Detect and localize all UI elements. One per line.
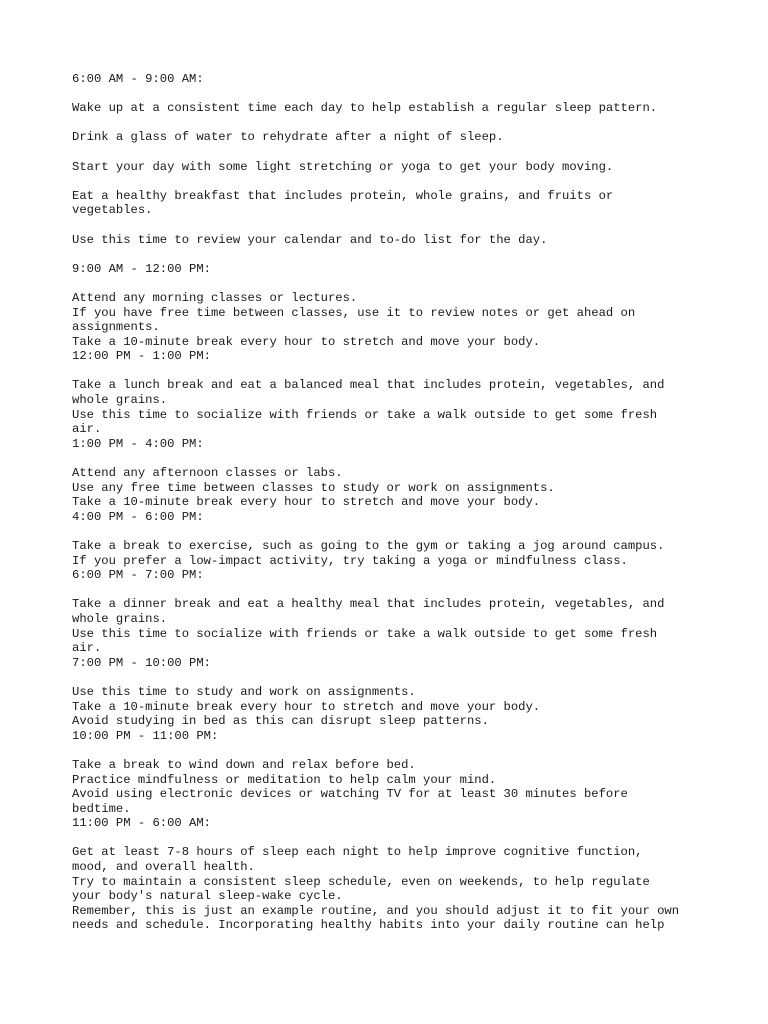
text-line: Avoid studying in bed as this can disrupt sleep patterns. — [72, 714, 489, 729]
text-line: whole grains. — [72, 611, 168, 626]
document-page — [72, 72, 752, 933]
text-line: If you have free time between classes, use it to review notes or get ahead on — [72, 305, 636, 320]
time-block-heading: 6:00 AM - 9:00 AM: — [72, 72, 204, 86]
text-line: Take a break to wind down and relax before bed. — [72, 757, 416, 772]
text-line: Attend any afternoon classes or labs. — [72, 466, 343, 481]
time-block-heading: 9:00 AM - 12:00 PM: — [72, 261, 211, 276]
time-block-heading: 10:00 PM - 11:00 PM: — [72, 728, 219, 743]
text-line: Eat a healthy breakfast that includes protein, whole grains, and fruits or — [72, 188, 614, 203]
text-line: Take a 10-minute break every hour to stretch and move your body. — [72, 699, 541, 714]
blank-line — [72, 116, 752, 131]
blank-line — [72, 276, 752, 291]
blank-line — [72, 524, 752, 539]
time-block-heading: 4:00 PM - 6:00 PM: — [72, 509, 204, 524]
text-line: mood, and overall health. — [72, 860, 255, 875]
text-line: Use this time to socialize with friends or take a walk outside to get some fresh — [72, 626, 658, 641]
text-line: Start your day with some light stretching or yoga to get your body moving. — [72, 159, 614, 174]
time-block-heading: 12:00 PM - 1:00 PM: — [72, 349, 211, 364]
text-line: Drink a glass of water to rehydrate after a night of sleep. — [72, 130, 504, 145]
blank-line — [72, 583, 752, 598]
text-line: Take a 10-minute break every hour to stretch and move your body. — [72, 334, 541, 349]
time-block-heading: 11:00 PM - 6:00 AM: — [72, 816, 211, 831]
time-block-heading: 1:00 PM - 4:00 PM: — [72, 436, 204, 451]
text-line: Use any free time between classes to study or work on assignments. — [72, 480, 555, 495]
text-line: bedtime. — [72, 801, 131, 816]
text-line: Take a 10-minute break every hour to stretch and move your body. — [72, 495, 541, 510]
blank-line — [72, 218, 752, 233]
text-line: Practice mindfulness or meditation to help calm your mind. — [72, 772, 497, 787]
text-line: Take a dinner break and eat a healthy meal that includes protein, vegetables, and — [72, 597, 665, 612]
text-line: Use this time to socialize with friends or take a walk outside to get some fresh — [72, 407, 658, 422]
blank-line — [72, 743, 752, 758]
text-line: Take a break to exercise, such as going to the gym or taking a jog around campus. — [72, 539, 665, 553]
text-line: Try to maintain a consistent sleep schedule, even on weekends, to help regulate — [72, 874, 650, 889]
blank-line — [72, 145, 752, 160]
text-line: Take a lunch break and eat a balanced meal that includes protein, vegetables, and — [72, 378, 665, 393]
text-line: Get at least 7-8 hours of sleep each night to help improve cognitive function, — [72, 845, 643, 860]
blank-line — [72, 174, 752, 189]
text-line: your body's natural sleep-wake cycle. — [72, 889, 343, 904]
blank-line — [72, 670, 752, 685]
blank-line — [72, 364, 752, 379]
text-line: If you prefer a low-impact activity, try taking a yoga or mindfulness class. — [72, 553, 628, 568]
text-line: vegetables. — [72, 203, 153, 218]
text-line: needs and schedule. Incorporating healthy habits into your daily routine can help — [72, 918, 665, 933]
blank-line — [72, 87, 752, 102]
text-line: air. — [72, 641, 102, 656]
text-line: Attend any morning classes or lectures. — [72, 290, 358, 305]
text-line: air. — [72, 422, 102, 437]
text-line: Remember, this is just an example routine, and you should adjust it to fit your own — [72, 903, 680, 918]
blank-line — [72, 451, 752, 466]
text-line: Use this time to study and work on assignments. — [72, 684, 416, 699]
blank-line — [72, 831, 752, 846]
text-line: Avoid using electronic devices or watching TV for at least 30 minutes before — [72, 787, 628, 802]
text-line: Use this time to review your calendar and to-do list for the day. — [72, 232, 548, 247]
text-line: assignments. — [72, 320, 160, 335]
blank-line — [72, 247, 752, 262]
time-block-heading: 7:00 PM - 10:00 PM: — [72, 655, 211, 670]
text-line: Wake up at a consistent time each day to help establish a regular sleep pattern. — [72, 101, 658, 116]
text-line: whole grains. — [72, 393, 168, 408]
time-block-heading: 6:00 PM - 7:00 PM: — [72, 568, 204, 583]
